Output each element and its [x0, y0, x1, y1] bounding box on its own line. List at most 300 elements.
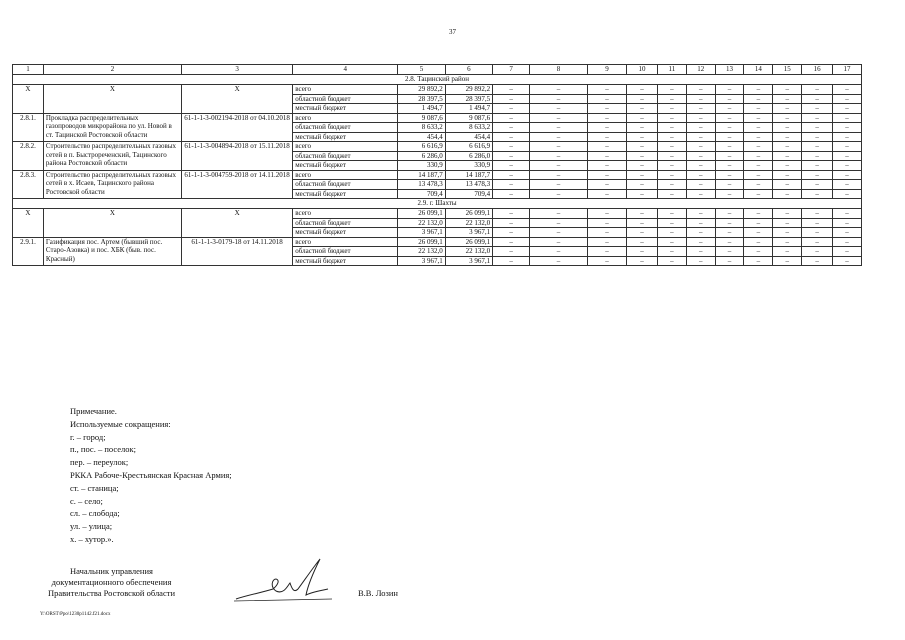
- empty-value-dash: –: [744, 113, 773, 123]
- amount-year: 8 633,2: [445, 123, 492, 133]
- empty-value-dash: –: [657, 189, 686, 199]
- expert-conclusion: 61-1-1-3-002194-2018 от 04.10.2018: [181, 113, 292, 142]
- empty-value-dash: –: [493, 151, 530, 161]
- empty-value-dash: –: [744, 94, 773, 104]
- empty-value-dash: –: [833, 151, 862, 161]
- empty-value-dash: –: [627, 218, 658, 228]
- amount-year: 3 967,1: [445, 256, 492, 266]
- empty-value-dash: –: [833, 218, 862, 228]
- empty-value-dash: –: [657, 247, 686, 257]
- amount-total: 9 087,6: [398, 113, 445, 123]
- empty-value-dash: –: [627, 237, 658, 247]
- note-line: сл. – слобода;: [70, 508, 120, 519]
- x-marker: Х: [181, 209, 292, 238]
- amount-year: 1 494,7: [445, 104, 492, 114]
- empty-value-dash: –: [657, 256, 686, 266]
- empty-value-dash: –: [493, 123, 530, 133]
- empty-value-dash: –: [715, 104, 744, 114]
- empty-value-dash: –: [493, 218, 530, 228]
- amount-year: 22 132,0: [445, 247, 492, 257]
- empty-value-dash: –: [833, 142, 862, 152]
- empty-value-dash: –: [530, 104, 588, 114]
- signatory-title: [48, 566, 175, 599]
- note-line: х. – хутор.».: [70, 533, 114, 544]
- empty-value-dash: –: [744, 85, 773, 95]
- column-number: 7: [493, 65, 530, 75]
- table-body: [13, 65, 862, 266]
- empty-value-dash: –: [686, 94, 715, 104]
- empty-value-dash: –: [493, 228, 530, 238]
- empty-value-dash: –: [530, 113, 588, 123]
- funding-source: областной бюджет: [293, 180, 398, 190]
- empty-value-dash: –: [833, 123, 862, 133]
- empty-value-dash: –: [715, 142, 744, 152]
- empty-value-dash: –: [802, 247, 833, 257]
- empty-value-dash: –: [587, 209, 626, 219]
- empty-value-dash: –: [530, 209, 588, 219]
- column-number-row: [13, 65, 862, 75]
- empty-value-dash: –: [744, 228, 773, 238]
- empty-value-dash: –: [587, 180, 626, 190]
- empty-value-dash: –: [657, 218, 686, 228]
- section-title: 2.8. Тацинский район: [13, 75, 862, 85]
- funding-source: местный бюджет: [293, 132, 398, 142]
- amount-year: 26 099,1: [445, 209, 492, 219]
- empty-value-dash: –: [833, 189, 862, 199]
- empty-value-dash: –: [802, 132, 833, 142]
- empty-value-dash: –: [773, 142, 802, 152]
- amount-year: 13 478,3: [445, 180, 492, 190]
- object-name: Строительство распределительных газовых сетей в х. Исаев, Тацинского района Ростовской области: [43, 170, 181, 199]
- amount-total: 22 132,0: [398, 247, 445, 257]
- table-row: [13, 237, 862, 247]
- empty-value-dash: –: [802, 142, 833, 152]
- empty-value-dash: –: [773, 209, 802, 219]
- empty-value-dash: –: [493, 180, 530, 190]
- empty-value-dash: –: [493, 256, 530, 266]
- object-name: Строительство распределительных газовых сетей в п. Быстрореченский, Тацинского района Ростовской области: [43, 142, 181, 171]
- column-number: 3: [181, 65, 292, 75]
- empty-value-dash: –: [530, 218, 588, 228]
- empty-value-dash: –: [802, 218, 833, 228]
- empty-value-dash: –: [802, 104, 833, 114]
- empty-value-dash: –: [657, 123, 686, 133]
- empty-value-dash: –: [686, 132, 715, 142]
- empty-value-dash: –: [587, 113, 626, 123]
- note-line: г. – город;: [70, 431, 106, 442]
- amount-total: 8 633,2: [398, 123, 445, 133]
- object-name: Газификация пос. Артем (бывший пос. Старо-Азовка) и пос. ХБК (быв. пос. Красный): [43, 237, 181, 266]
- amount-total: 13 478,3: [398, 180, 445, 190]
- empty-value-dash: –: [744, 180, 773, 190]
- empty-value-dash: –: [715, 161, 744, 171]
- x-marker: Х: [43, 209, 181, 238]
- empty-value-dash: –: [657, 237, 686, 247]
- empty-value-dash: –: [587, 161, 626, 171]
- empty-value-dash: –: [493, 85, 530, 95]
- section-title: 2.9. г. Шахты: [13, 199, 862, 209]
- empty-value-dash: –: [493, 94, 530, 104]
- empty-value-dash: –: [686, 151, 715, 161]
- empty-value-dash: –: [686, 209, 715, 219]
- column-number: 2: [43, 65, 181, 75]
- empty-value-dash: –: [802, 228, 833, 238]
- empty-value-dash: –: [715, 132, 744, 142]
- amount-total: 26 099,1: [398, 237, 445, 247]
- funding-source: областной бюджет: [293, 218, 398, 228]
- empty-value-dash: –: [715, 85, 744, 95]
- empty-value-dash: –: [744, 123, 773, 133]
- empty-value-dash: –: [627, 189, 658, 199]
- note-line: Используемые сокращения:: [70, 418, 171, 429]
- empty-value-dash: –: [686, 237, 715, 247]
- empty-value-dash: –: [686, 85, 715, 95]
- empty-value-dash: –: [493, 189, 530, 199]
- empty-value-dash: –: [773, 237, 802, 247]
- table-row: [13, 209, 862, 219]
- funding-source: областной бюджет: [293, 94, 398, 104]
- empty-value-dash: –: [657, 142, 686, 152]
- funding-source: всего: [293, 85, 398, 95]
- amount-year: 9 087,6: [445, 113, 492, 123]
- empty-value-dash: –: [657, 132, 686, 142]
- empty-value-dash: –: [773, 161, 802, 171]
- empty-value-dash: –: [493, 247, 530, 257]
- column-number: 17: [833, 65, 862, 75]
- empty-value-dash: –: [530, 256, 588, 266]
- empty-value-dash: –: [627, 113, 658, 123]
- column-number: 8: [530, 65, 588, 75]
- funding-source: местный бюджет: [293, 189, 398, 199]
- empty-value-dash: –: [715, 170, 744, 180]
- funding-source: местный бюджет: [293, 161, 398, 171]
- empty-value-dash: –: [493, 209, 530, 219]
- empty-value-dash: –: [715, 256, 744, 266]
- empty-value-dash: –: [587, 94, 626, 104]
- empty-value-dash: –: [802, 161, 833, 171]
- funding-source: всего: [293, 209, 398, 219]
- note-line: п., пос. – поселок;: [70, 444, 136, 455]
- empty-value-dash: –: [773, 180, 802, 190]
- empty-value-dash: –: [627, 151, 658, 161]
- section-header-row: [13, 75, 862, 85]
- page-number: 37: [449, 28, 456, 36]
- column-number: 14: [744, 65, 773, 75]
- note-line: пер. – переулок;: [70, 457, 129, 468]
- item-number: 2.8.3.: [13, 170, 44, 199]
- empty-value-dash: –: [715, 151, 744, 161]
- note-line: Примечание.: [70, 406, 117, 416]
- empty-value-dash: –: [686, 161, 715, 171]
- amount-year: 454,4: [445, 132, 492, 142]
- empty-value-dash: –: [686, 189, 715, 199]
- empty-value-dash: –: [657, 104, 686, 114]
- empty-value-dash: –: [587, 123, 626, 133]
- empty-value-dash: –: [627, 170, 658, 180]
- handwritten-signature: [228, 555, 338, 605]
- amount-year: 6 286,0: [445, 151, 492, 161]
- empty-value-dash: –: [686, 170, 715, 180]
- amount-total: 26 099,1: [398, 209, 445, 219]
- funding-source: местный бюджет: [293, 228, 398, 238]
- column-number: 1: [13, 65, 44, 75]
- empty-value-dash: –: [773, 170, 802, 180]
- empty-value-dash: –: [530, 151, 588, 161]
- amount-year: 14 187,7: [445, 170, 492, 180]
- empty-value-dash: –: [833, 85, 862, 95]
- empty-value-dash: –: [627, 180, 658, 190]
- column-number: 9: [587, 65, 626, 75]
- empty-value-dash: –: [493, 170, 530, 180]
- amount-total: 3 967,1: [398, 256, 445, 266]
- empty-value-dash: –: [657, 85, 686, 95]
- empty-value-dash: –: [686, 180, 715, 190]
- empty-value-dash: –: [530, 170, 588, 180]
- empty-value-dash: –: [627, 85, 658, 95]
- amount-year: 6 616,9: [445, 142, 492, 152]
- empty-value-dash: –: [802, 256, 833, 266]
- empty-value-dash: –: [744, 237, 773, 247]
- amount-year: 330,9: [445, 161, 492, 171]
- amount-total: 1 494,7: [398, 104, 445, 114]
- empty-value-dash: –: [744, 161, 773, 171]
- table-row: [13, 170, 862, 180]
- empty-value-dash: –: [833, 209, 862, 219]
- empty-value-dash: –: [587, 218, 626, 228]
- empty-value-dash: –: [627, 228, 658, 238]
- empty-value-dash: –: [587, 85, 626, 95]
- empty-value-dash: –: [530, 123, 588, 133]
- empty-value-dash: –: [744, 132, 773, 142]
- empty-value-dash: –: [530, 132, 588, 142]
- x-marker: Х: [43, 85, 181, 114]
- file-path-footer: Y:\ORST\Ppo\1230p1142.f21.docx: [40, 612, 111, 617]
- empty-value-dash: –: [587, 142, 626, 152]
- column-number: 11: [657, 65, 686, 75]
- signatory-name: В.В. Лозин: [358, 588, 398, 598]
- funding-source: областной бюджет: [293, 123, 398, 133]
- empty-value-dash: –: [802, 151, 833, 161]
- empty-value-dash: –: [627, 247, 658, 257]
- empty-value-dash: –: [627, 142, 658, 152]
- empty-value-dash: –: [833, 94, 862, 104]
- empty-value-dash: –: [657, 94, 686, 104]
- empty-value-dash: –: [530, 94, 588, 104]
- item-number: 2.9.1.: [13, 237, 44, 266]
- empty-value-dash: –: [744, 209, 773, 219]
- empty-value-dash: –: [833, 113, 862, 123]
- notes-block: [70, 405, 232, 546]
- empty-value-dash: –: [587, 256, 626, 266]
- x-marker: Х: [13, 85, 44, 114]
- column-number: 5: [398, 65, 445, 75]
- empty-value-dash: –: [773, 94, 802, 104]
- funding-source: всего: [293, 142, 398, 152]
- empty-value-dash: –: [686, 113, 715, 123]
- empty-value-dash: –: [686, 228, 715, 238]
- empty-value-dash: –: [587, 170, 626, 180]
- empty-value-dash: –: [715, 209, 744, 219]
- empty-value-dash: –: [773, 85, 802, 95]
- empty-value-dash: –: [833, 256, 862, 266]
- empty-value-dash: –: [657, 228, 686, 238]
- amount-year: 22 132,0: [445, 218, 492, 228]
- empty-value-dash: –: [773, 151, 802, 161]
- amount-total: 6 286,0: [398, 151, 445, 161]
- empty-value-dash: –: [802, 237, 833, 247]
- empty-value-dash: –: [587, 228, 626, 238]
- empty-value-dash: –: [833, 170, 862, 180]
- column-number: 4: [293, 65, 398, 75]
- amount-year: 29 892,2: [445, 85, 492, 95]
- amount-total: 709,4: [398, 189, 445, 199]
- table-row: [13, 142, 862, 152]
- empty-value-dash: –: [627, 161, 658, 171]
- item-number: 2.8.2.: [13, 142, 44, 171]
- empty-value-dash: –: [493, 161, 530, 171]
- empty-value-dash: –: [587, 132, 626, 142]
- empty-value-dash: –: [530, 189, 588, 199]
- empty-value-dash: –: [744, 256, 773, 266]
- amount-total: 6 616,9: [398, 142, 445, 152]
- financing-table: [12, 64, 862, 266]
- empty-value-dash: –: [802, 170, 833, 180]
- empty-value-dash: –: [715, 228, 744, 238]
- empty-value-dash: –: [833, 104, 862, 114]
- empty-value-dash: –: [802, 123, 833, 133]
- empty-value-dash: –: [686, 142, 715, 152]
- empty-value-dash: –: [744, 142, 773, 152]
- empty-value-dash: –: [802, 94, 833, 104]
- empty-value-dash: –: [833, 161, 862, 171]
- amount-year: 3 967,1: [445, 228, 492, 238]
- section-header-row: [13, 199, 862, 209]
- empty-value-dash: –: [715, 237, 744, 247]
- empty-value-dash: –: [744, 247, 773, 257]
- table-row: [13, 85, 862, 95]
- empty-value-dash: –: [802, 189, 833, 199]
- empty-value-dash: –: [686, 218, 715, 228]
- empty-value-dash: –: [530, 237, 588, 247]
- expert-conclusion: 61-1-1-3-004894-2018 от 15.11.2018: [181, 142, 292, 171]
- empty-value-dash: –: [493, 113, 530, 123]
- column-number: 16: [802, 65, 833, 75]
- amount-year: 26 099,1: [445, 237, 492, 247]
- funding-source: местный бюджет: [293, 256, 398, 266]
- funding-source: областной бюджет: [293, 151, 398, 161]
- empty-value-dash: –: [587, 104, 626, 114]
- empty-value-dash: –: [802, 180, 833, 190]
- amount-total: 29 892,2: [398, 85, 445, 95]
- empty-value-dash: –: [530, 180, 588, 190]
- note-line: ул. – улица;: [70, 521, 113, 532]
- empty-value-dash: –: [657, 180, 686, 190]
- table-row: [13, 113, 862, 123]
- funding-source: местный бюджет: [293, 104, 398, 114]
- empty-value-dash: –: [657, 113, 686, 123]
- object-name: Прокладка распределительных газопроводов микрорайона по ул. Новой в ст. Тацинской Ростовской области: [43, 113, 181, 142]
- empty-value-dash: –: [833, 237, 862, 247]
- empty-value-dash: –: [657, 170, 686, 180]
- empty-value-dash: –: [493, 237, 530, 247]
- empty-value-dash: –: [627, 209, 658, 219]
- empty-value-dash: –: [530, 142, 588, 152]
- column-number: 15: [773, 65, 802, 75]
- empty-value-dash: –: [530, 228, 588, 238]
- empty-value-dash: –: [686, 104, 715, 114]
- empty-value-dash: –: [493, 104, 530, 114]
- empty-value-dash: –: [744, 151, 773, 161]
- empty-value-dash: –: [627, 132, 658, 142]
- amount-total: 3 967,1: [398, 228, 445, 238]
- empty-value-dash: –: [715, 218, 744, 228]
- empty-value-dash: –: [773, 189, 802, 199]
- empty-value-dash: –: [657, 161, 686, 171]
- amount-year: 709,4: [445, 189, 492, 199]
- empty-value-dash: –: [715, 94, 744, 104]
- funding-source: областной бюджет: [293, 247, 398, 257]
- empty-value-dash: –: [493, 142, 530, 152]
- empty-value-dash: –: [773, 247, 802, 257]
- expert-conclusion: 61-1-1-3-004759-2018 от 14.11.2018: [181, 170, 292, 199]
- signatory-line: документационного обеспечения: [51, 577, 172, 587]
- empty-value-dash: –: [587, 237, 626, 247]
- empty-value-dash: –: [773, 132, 802, 142]
- empty-value-dash: –: [587, 189, 626, 199]
- empty-value-dash: –: [530, 85, 588, 95]
- empty-value-dash: –: [657, 151, 686, 161]
- funding-source: всего: [293, 237, 398, 247]
- note-line: с. – село;: [70, 495, 103, 506]
- empty-value-dash: –: [657, 209, 686, 219]
- empty-value-dash: –: [627, 123, 658, 133]
- empty-value-dash: –: [773, 104, 802, 114]
- empty-value-dash: –: [773, 218, 802, 228]
- empty-value-dash: –: [744, 170, 773, 180]
- empty-value-dash: –: [587, 247, 626, 257]
- empty-value-dash: –: [833, 132, 862, 142]
- empty-value-dash: –: [686, 247, 715, 257]
- empty-value-dash: –: [715, 247, 744, 257]
- item-number: 2.8.1.: [13, 113, 44, 142]
- empty-value-dash: –: [802, 85, 833, 95]
- empty-value-dash: –: [773, 256, 802, 266]
- empty-value-dash: –: [773, 123, 802, 133]
- empty-value-dash: –: [686, 256, 715, 266]
- empty-value-dash: –: [686, 123, 715, 133]
- empty-value-dash: –: [773, 228, 802, 238]
- amount-total: 14 187,7: [398, 170, 445, 180]
- column-number: 13: [715, 65, 744, 75]
- column-number: 10: [627, 65, 658, 75]
- empty-value-dash: –: [627, 104, 658, 114]
- empty-value-dash: –: [530, 161, 588, 171]
- column-number: 6: [445, 65, 492, 75]
- column-number: 12: [686, 65, 715, 75]
- funding-source: всего: [293, 113, 398, 123]
- empty-value-dash: –: [715, 189, 744, 199]
- empty-value-dash: –: [627, 256, 658, 266]
- empty-value-dash: –: [715, 123, 744, 133]
- expert-conclusion: 61-1-1-3-0179-18 от 14.11.2018: [181, 237, 292, 266]
- amount-total: 454,4: [398, 132, 445, 142]
- empty-value-dash: –: [802, 113, 833, 123]
- empty-value-dash: –: [493, 132, 530, 142]
- empty-value-dash: –: [715, 180, 744, 190]
- empty-value-dash: –: [833, 247, 862, 257]
- x-marker: Х: [181, 85, 292, 114]
- empty-value-dash: –: [744, 218, 773, 228]
